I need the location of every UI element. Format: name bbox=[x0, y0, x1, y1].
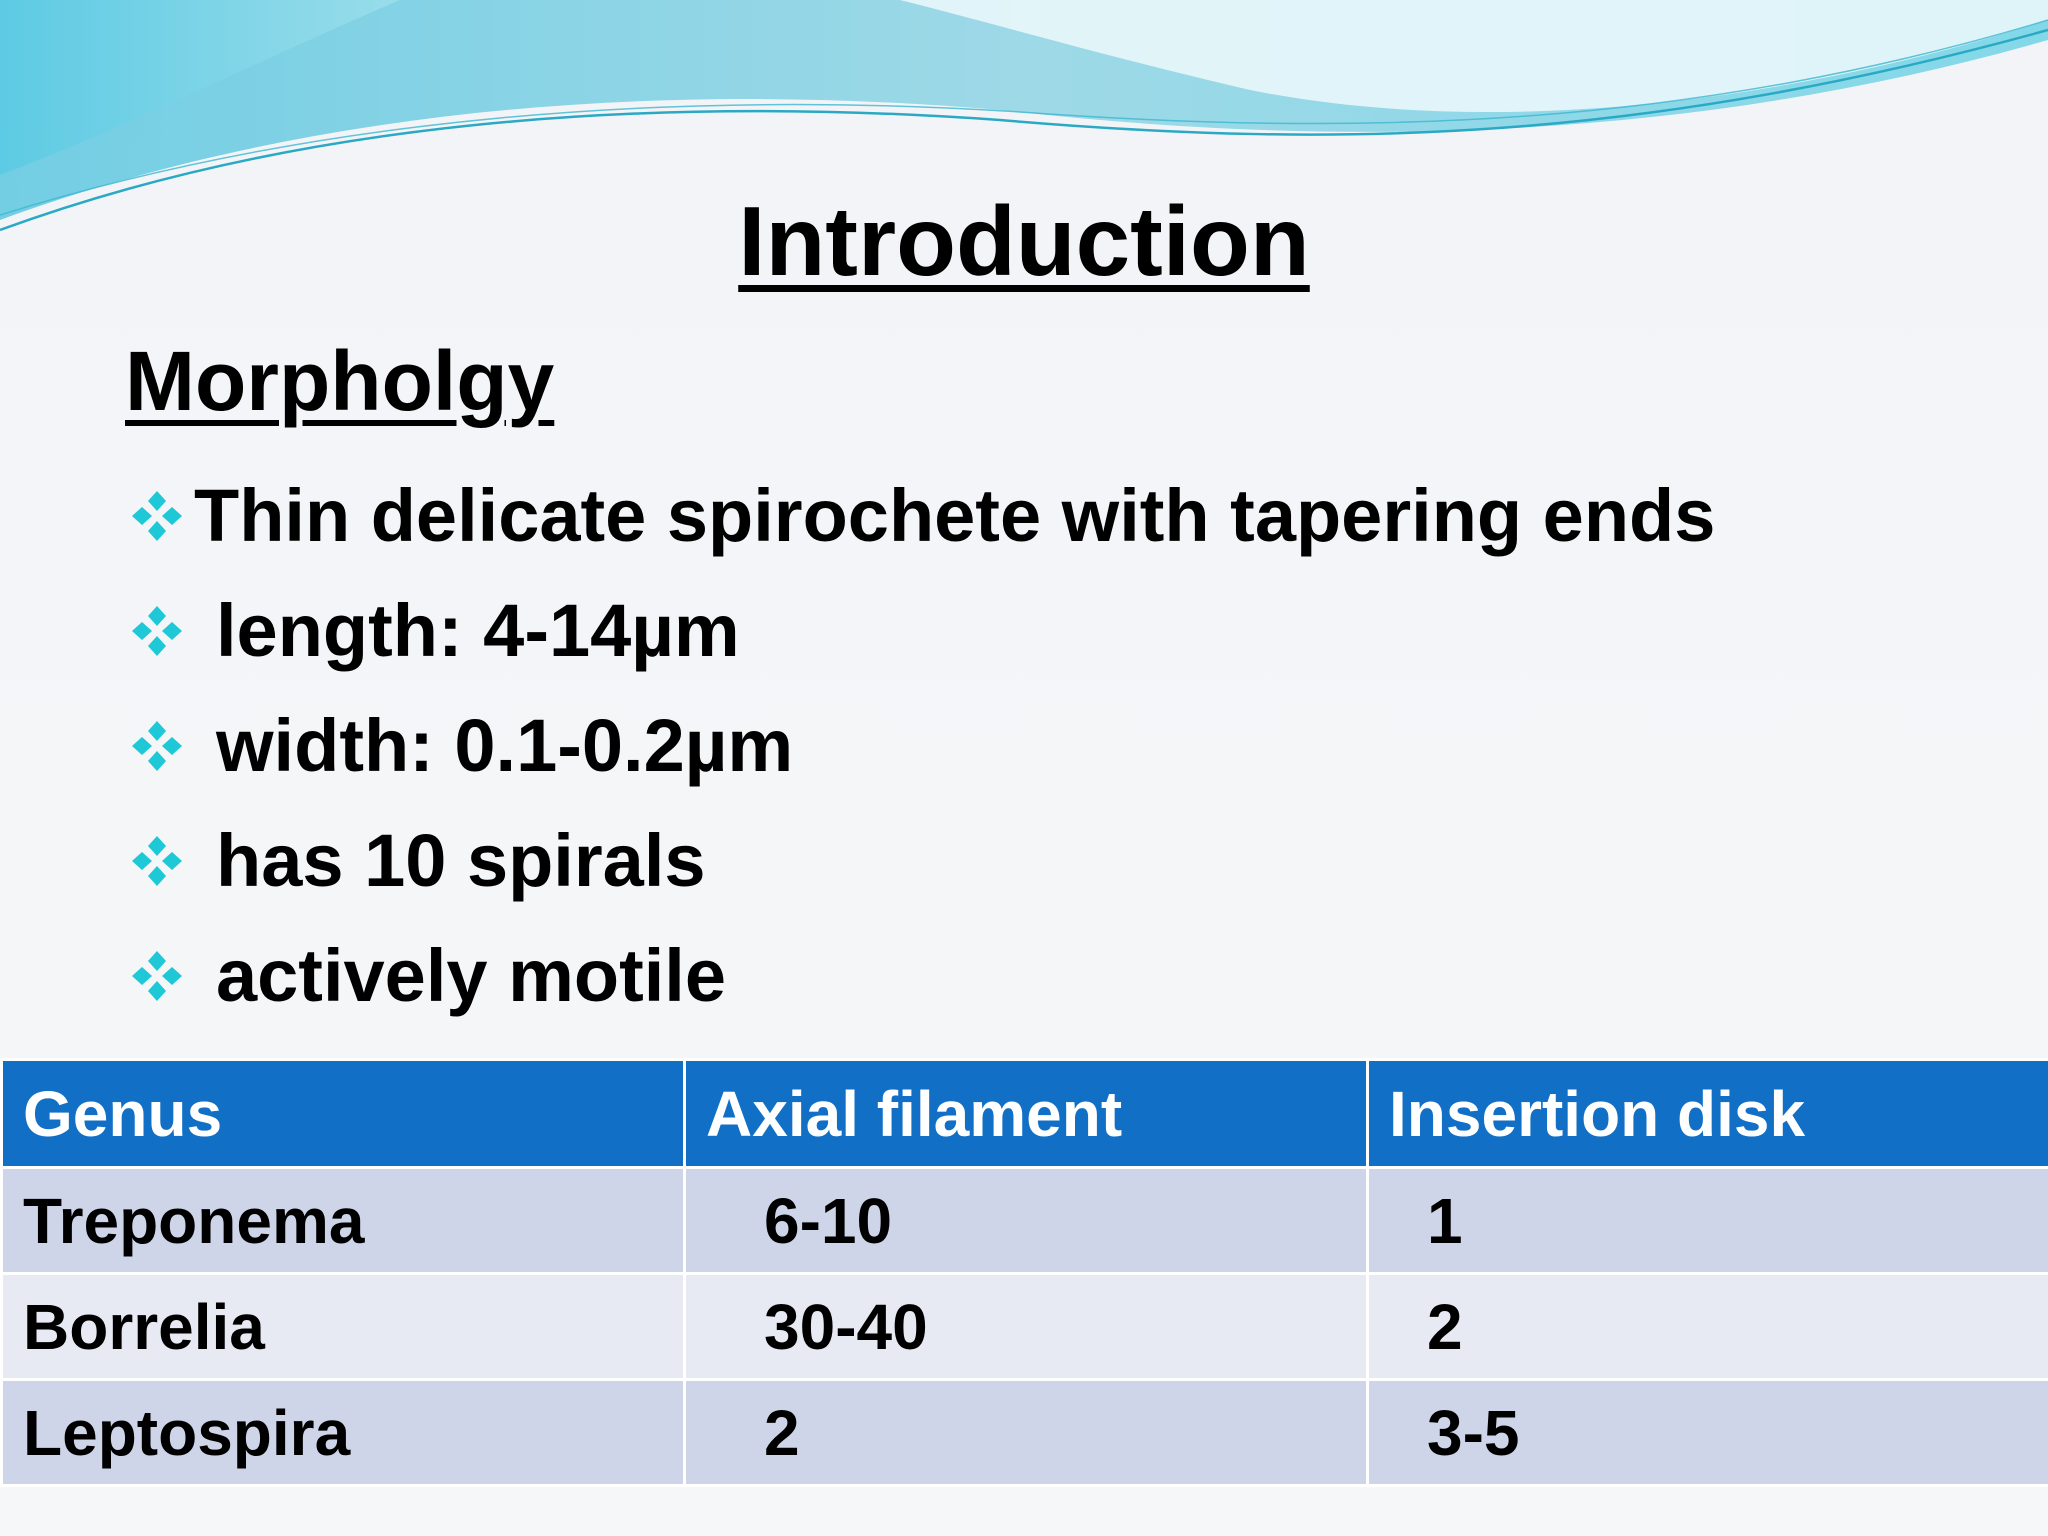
table-row bbox=[2, 1274, 2048, 1380]
section-subtitle: Morpholgy bbox=[125, 334, 555, 428]
cell-insertion-disk: 2 bbox=[1368, 1274, 2048, 1380]
cell-genus: Treponema bbox=[2, 1168, 685, 1274]
four-diamond-icon bbox=[128, 602, 186, 660]
bullet-item bbox=[128, 573, 1715, 688]
bullet-text: Thin delicate spirochete with tapering ends bbox=[194, 474, 1716, 557]
table-row bbox=[2, 1380, 2048, 1486]
bullet-list bbox=[128, 458, 1715, 1033]
header-genus: Genus bbox=[2, 1060, 685, 1168]
four-diamond-icon bbox=[128, 717, 186, 775]
header-axial-filament: Axial filament bbox=[685, 1060, 1368, 1168]
cell-axial-filament: 6-10 bbox=[685, 1168, 1368, 1274]
four-diamond-icon bbox=[128, 487, 186, 545]
cell-genus: Borrelia bbox=[2, 1274, 685, 1380]
slide-title: Introduction bbox=[738, 186, 1310, 296]
bullet-item bbox=[128, 458, 1715, 573]
cell-insertion-disk: 1 bbox=[1368, 1168, 2048, 1274]
table-header-row bbox=[2, 1060, 2048, 1168]
bullet-text: has 10 spirals bbox=[216, 819, 706, 902]
bullet-text: width: 0.1-0.2µm bbox=[216, 704, 794, 787]
four-diamond-icon bbox=[128, 947, 186, 1005]
four-diamond-icon bbox=[128, 832, 186, 890]
bullet-text: actively motile bbox=[216, 934, 727, 1017]
cell-axial-filament: 2 bbox=[685, 1380, 1368, 1486]
cell-axial-filament: 30-40 bbox=[685, 1274, 1368, 1380]
cell-genus: Leptospira bbox=[2, 1380, 685, 1486]
bullet-text: length: 4-14µm bbox=[216, 589, 740, 672]
header-insertion-disk: Insertion disk bbox=[1368, 1060, 2048, 1168]
table-row bbox=[2, 1168, 2048, 1274]
bullet-item bbox=[128, 803, 1715, 918]
bullet-item bbox=[128, 918, 1715, 1033]
genus-table bbox=[0, 1058, 2048, 1487]
genus-table-container bbox=[0, 1058, 2048, 1487]
cell-insertion-disk: 3-5 bbox=[1368, 1380, 2048, 1486]
bullet-item bbox=[128, 688, 1715, 803]
